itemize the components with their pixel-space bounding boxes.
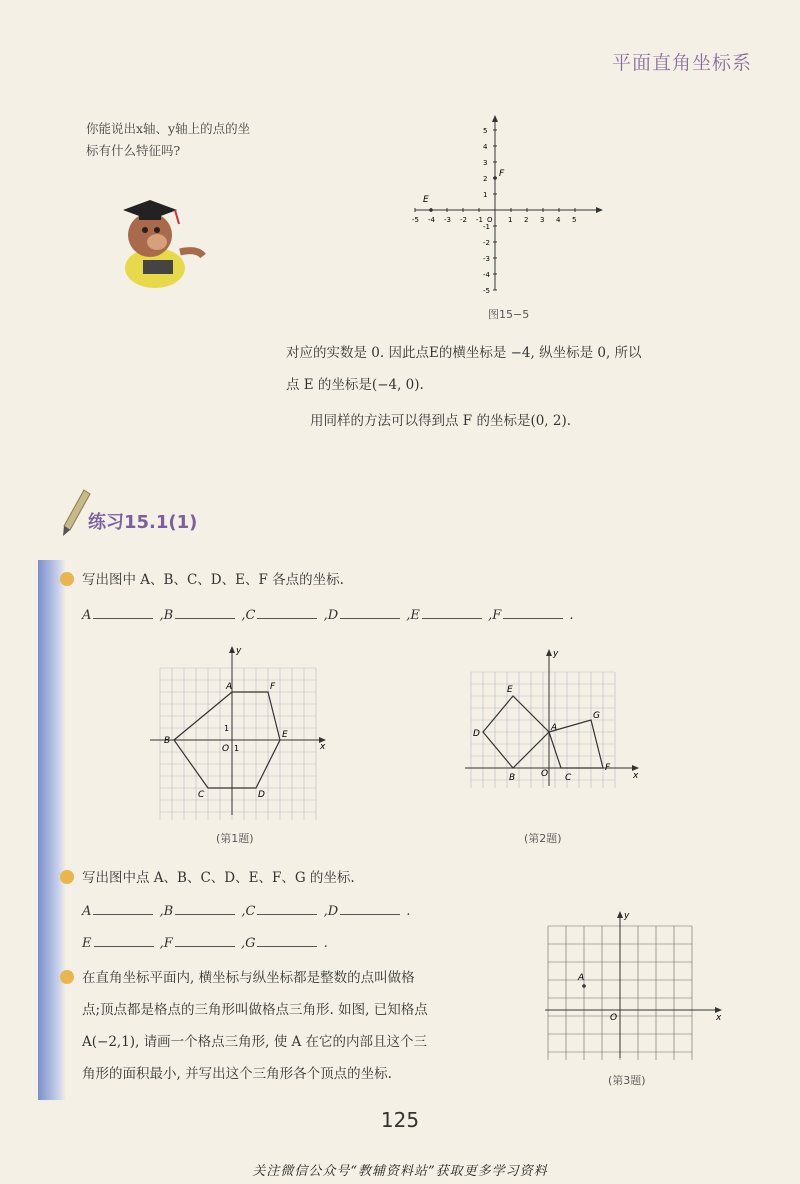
svg-text:5: 5 — [483, 127, 488, 135]
question-1-text: 写出图中 A、B、C、D、E、F 各点的坐标. — [82, 572, 344, 588]
svg-text:C: C — [198, 790, 205, 800]
paragraph-line-3: 用同样的方法可以得到点 F 的坐标是(0, 2). — [310, 413, 572, 429]
question-1-marker — [60, 572, 74, 586]
svg-text:O: O — [610, 1013, 618, 1023]
svg-text:-4: -4 — [483, 271, 490, 279]
svg-text:O: O — [541, 769, 549, 779]
question-3-figure — [540, 910, 730, 1060]
question-2-answer-blanks-row-2: E ,F ,G . — [82, 936, 328, 951]
point-f-label: F — [499, 169, 505, 179]
svg-text:-1: -1 — [476, 216, 483, 224]
svg-text:1: 1 — [483, 191, 488, 199]
thought-bubble-text: 你能说出x轴、y轴上的点的坐标有什么特征吗? — [86, 121, 251, 158]
question-1-figure-caption: (第1题) — [216, 832, 254, 845]
svg-text:x: x — [716, 1013, 722, 1023]
svg-text:1: 1 — [234, 744, 240, 753]
question-3-marker — [60, 970, 74, 984]
exercise-title: 练习15.1(1) — [88, 512, 198, 533]
bear-teacher-mascot — [105, 190, 215, 290]
svg-text:-5: -5 — [412, 216, 419, 224]
svg-text:-3: -3 — [444, 216, 451, 224]
svg-text:-3: -3 — [483, 255, 490, 263]
svg-text:A: A — [226, 682, 233, 692]
svg-text:D: D — [258, 790, 265, 800]
question-2-figure-caption: (第2题) — [524, 832, 562, 845]
question-2-text: 写出图中点 A、B、C、D、E、F、G 的坐标. — [82, 870, 355, 886]
svg-text:-2: -2 — [483, 239, 490, 247]
svg-text:O: O — [487, 216, 493, 224]
question-3-figure-caption: (第3题) — [608, 1074, 646, 1087]
svg-text:-2: -2 — [460, 216, 467, 224]
svg-text:E: E — [282, 730, 288, 740]
question-3-line-1: 在直角坐标平面内, 横坐标与纵坐标都是整数的点叫做格 — [82, 970, 415, 986]
figure-15-5-axes — [395, 110, 620, 295]
footer-watermark-text: 关注微信公众号“教辅资料站”获取更多学习资料 — [252, 1164, 548, 1179]
svg-text:-5: -5 — [483, 287, 490, 295]
page-number: 125 — [380, 1108, 420, 1132]
svg-text:2: 2 — [524, 216, 529, 224]
svg-text:x: x — [633, 771, 639, 781]
question-2-marker — [60, 870, 74, 884]
svg-text:x: x — [320, 742, 326, 752]
svg-text:G: G — [593, 711, 600, 721]
question-3-line-4: 角形的面积最小, 并写出这个三角形各个顶点的坐标. — [82, 1066, 392, 1082]
paragraph-line-1: 对应的实数是 0. 因此点E的横坐标是 −4, 纵坐标是 0, 所以 — [286, 345, 642, 361]
svg-text:y: y — [624, 911, 630, 921]
svg-text:y: y — [553, 649, 559, 659]
svg-text:F: F — [605, 763, 611, 773]
svg-text:B: B — [509, 773, 516, 783]
svg-text:E: E — [507, 685, 513, 695]
svg-text:1: 1 — [508, 216, 513, 224]
svg-text:D: D — [473, 729, 480, 739]
svg-text:-4: -4 — [428, 216, 435, 224]
question-3-line-2: 点;顶点都是格点的三角形叫做格点三角形. 如图, 已知格点 — [82, 1002, 428, 1018]
svg-text:3: 3 — [540, 216, 545, 224]
svg-text:3: 3 — [483, 159, 488, 167]
svg-text:4: 4 — [556, 216, 561, 224]
svg-text:2: 2 — [483, 175, 488, 183]
svg-text:B: B — [164, 736, 171, 746]
svg-text:C: C — [565, 773, 572, 783]
question-2-figure — [465, 648, 645, 788]
question-2-answer-blanks-row-1: A ,B ,C ,D . — [82, 904, 411, 919]
svg-text:A: A — [551, 723, 558, 733]
svg-text:y: y — [236, 646, 242, 656]
svg-text:5: 5 — [572, 216, 577, 224]
svg-text:F: F — [270, 682, 276, 692]
point-e-label: E — [423, 195, 429, 205]
exercise-sidebar-decoration — [38, 560, 66, 1100]
svg-text:4: 4 — [483, 143, 488, 151]
figure-15-5-caption: 图15−5 — [488, 308, 530, 321]
svg-text:1: 1 — [224, 724, 230, 733]
svg-text:-1: -1 — [483, 223, 490, 231]
paragraph-line-2: 点 E 的坐标是(−4, 0). — [286, 377, 424, 393]
question-3-line-3: A(−2,1), 请画一个格点三角形, 使 A 在它的内部且这个三 — [82, 1034, 428, 1050]
question-1-figure — [150, 645, 330, 820]
question-1-answer-blanks: A ,B ,C ,D ,E ,F . — [82, 608, 574, 623]
svg-text:O: O — [222, 744, 230, 754]
page-header-title: 平面直角坐标系 — [611, 52, 752, 74]
svg-text:A: A — [578, 973, 585, 983]
